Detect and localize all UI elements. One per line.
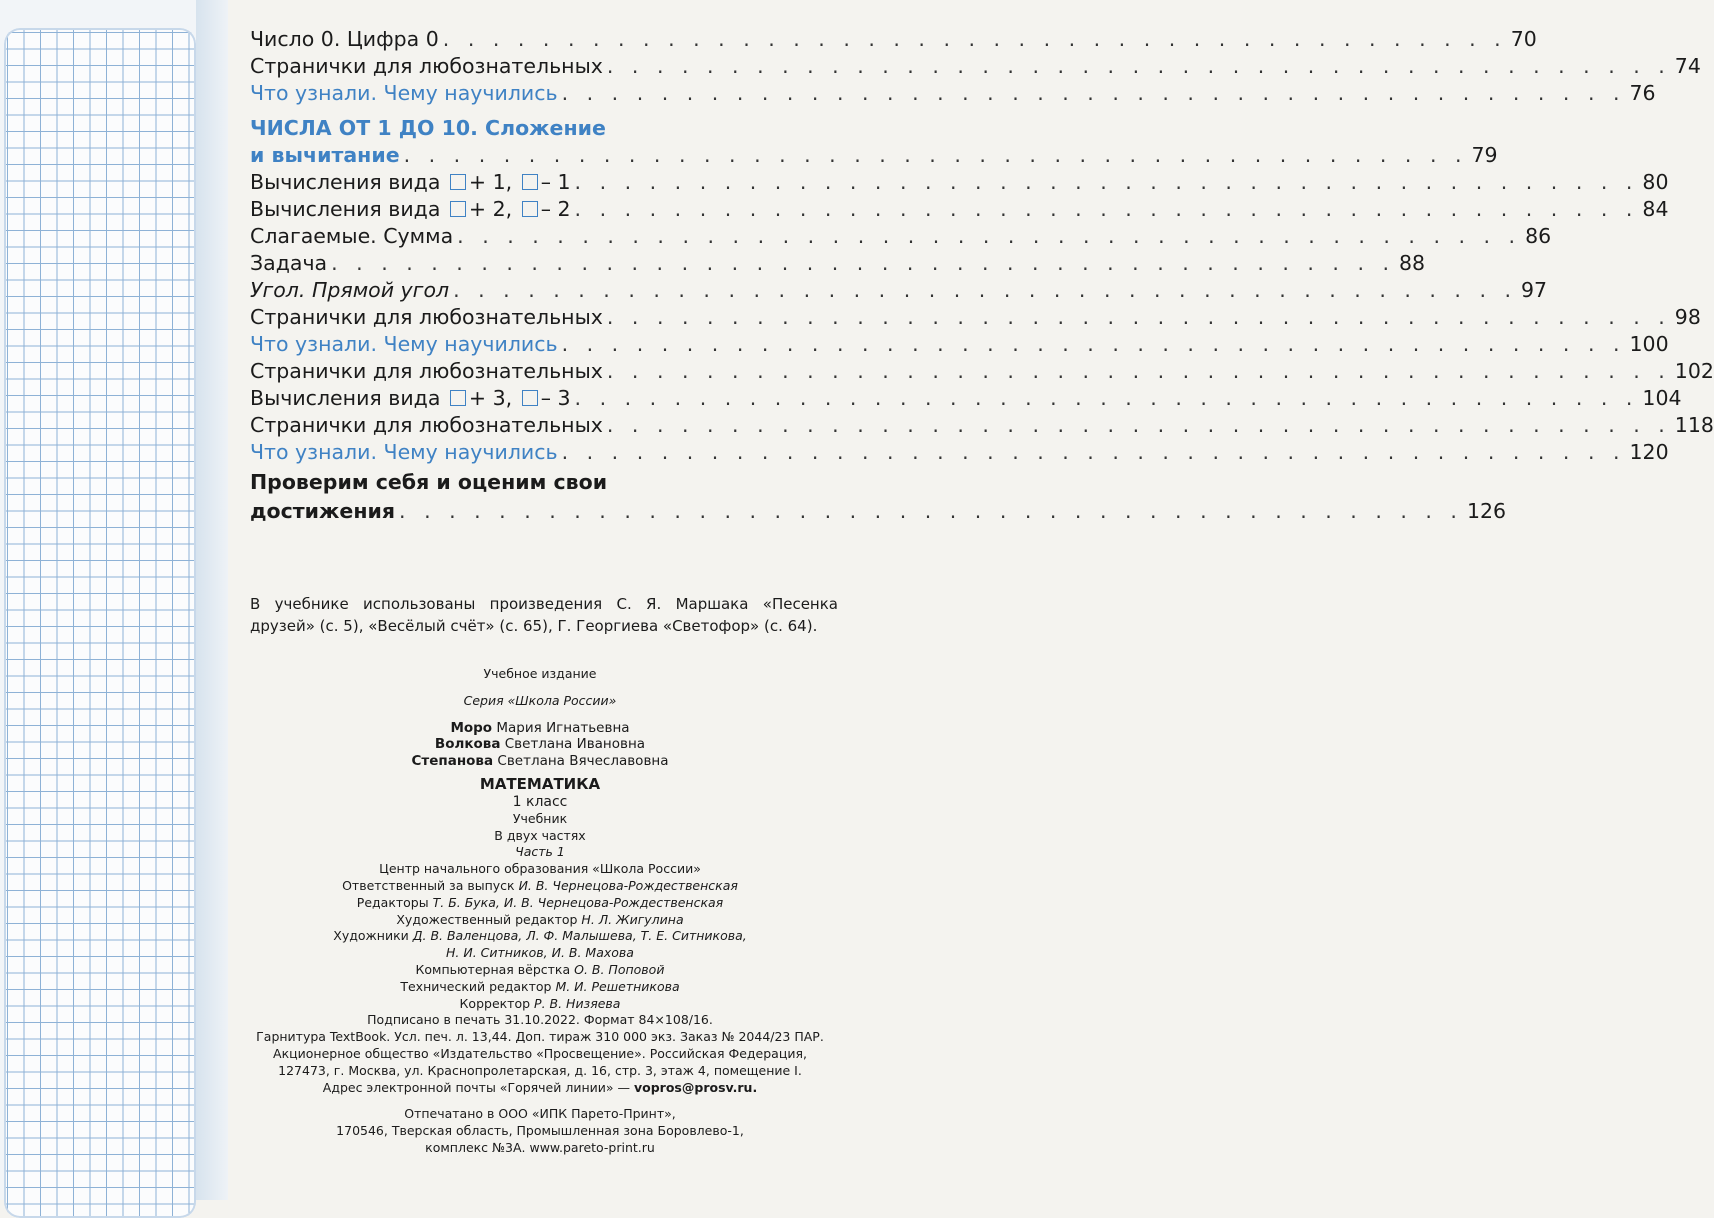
empty-square-icon [522,174,538,190]
toc-row [250,439,1669,466]
credit-line [236,979,844,996]
part-label: Часть 1 [515,844,565,860]
author-surname: Волкова [434,736,501,753]
section-title-line2: и вычитание [250,143,400,167]
calc-part-2: – 1 [540,170,571,194]
toc-entry-title: Слагаемые. Сумма [250,224,454,248]
leader-dots: . . . . . . . . . . . . . . . . . . . . . . . . . . . . . . . . . . . . . . . . . . . [561,440,1626,464]
page-number: 100 [1629,332,1669,356]
calc-title [250,169,571,196]
grid-paper-card [4,28,196,1218]
calc-prefix: Вычисления вида [250,170,441,194]
leader-dots: . . . . . . . . . . . . . . . . . . . . . . . . . . . . . . . . . . . . . . . . . . . [574,386,1639,410]
grid-paper-panel [0,0,228,1200]
leader-dots: . . . . . . . . . . . . . . . . . . . . . . . . . . . . . . . . . . . . . . . . . . . [399,499,1463,523]
toc-section-heading [250,115,834,142]
toc-entry-title: Странички для любознательных [250,305,603,329]
page-number: 79 [1471,143,1498,167]
author [236,736,844,753]
page-number: 80 [1642,170,1669,194]
leader-dots: . . . . . . . . . . . . . . . . . . . . . . . . . . . . . . . . . . . . . . . . . . . [561,332,1626,356]
typeset-line: Гарнитура TextBook. Усл. печ. л. 13,44. Доп. тираж 310 000 экз. Заказ № 2044/23 ПАР. [256,1029,824,1045]
toc-entry-title: Число 0. Цифра 0 [250,27,439,51]
final-section-line2: достижения [250,499,396,523]
credit-line [236,878,844,895]
toc-row [250,223,1552,250]
page-number: 118 [1674,413,1714,437]
empty-square-icon [522,201,538,217]
toc-entry-title: Угол. Прямой угол [250,278,450,302]
signed-line: Подписано в печать 31.10.2022. Формат 84×108/16. [367,1012,713,1028]
toc-row [250,26,1537,53]
printer-line-3: комплекс №3А. www.pareto-print.ru [425,1139,655,1155]
page-number: 84 [1642,197,1669,221]
toc-final-row [250,498,1507,525]
toc-entry-title: Странички для любознательных [250,54,603,78]
author-surname: Степанова [411,753,494,770]
page-number: 120 [1629,440,1669,464]
page-number: 76 [1629,81,1656,105]
credit-line [236,928,844,945]
calc-part-1: + 3, [468,386,513,410]
leader-dots: . . . . . . . . . . . . . . . . . . . . . . . . . . . . . . . . . . . . . . . . . . . [606,413,1671,437]
credits-list [236,861,844,1012]
toc-row-calc-3 [250,385,1682,412]
empty-square-icon [522,390,538,406]
author [236,753,844,770]
credit-line [236,895,844,912]
section-title-line1: ЧИСЛА ОТ 1 ДО 10. Сложение [250,116,606,140]
email-line [236,1080,844,1097]
page-number: 97 [1521,278,1548,302]
leader-dots: . . . . . . . . . . . . . . . . . . . . . . . . . . . . . . . . . . . . . . . . . . . [403,143,1468,167]
authors-list [236,720,844,770]
toc-entry-title: Что узнали. Чему научились [250,440,558,464]
subject-title: МАТЕМАТИКА [479,774,601,793]
toc-row [250,304,1701,331]
author-names: Светлана Вячеславовна [497,753,669,770]
sources-note: В учебнике использованы произведения С. Я. Маршака «Песенка друзей» (с. 5), «Весёлый счёт» (с. 65), Г. Георгиева «Светофор» (с. 64). [250,595,838,635]
printer-line-2: 170546, Тверская область, Промышленная зона Боровлево-1, [336,1123,744,1139]
credit-name: И. В. Чернецова-Рождественская [518,877,738,893]
email-label: Адрес электронной почты «Горячей линии» — [322,1079,631,1095]
toc-entry-title: Странички для любознательных [250,359,603,383]
toc-row [250,277,1548,304]
credit-name: Н. И. Ситников, И. В. Махова [446,945,634,961]
grid-paper-edge [196,0,228,1200]
toc-row [250,53,1701,80]
calc-prefix: Вычисления вида [250,386,441,410]
printer-line-1: Отпечатано в ООО «ИПК Парето-Принт», [404,1106,676,1122]
toc-entry-title: Что узнали. Чему научились [250,332,558,356]
publisher-line-1: Акционерное общество «Издательство «Просвещение». Российская Федерация, [273,1045,807,1061]
final-section-line1: Проверим себя и оценим свои [250,470,608,494]
publisher-line-2: 127473, г. Москва, ул. Краснопролетарская, д. 16, стр. 3, этаж 4, помещение I. [278,1062,802,1078]
author-names: Светлана Ивановна [504,736,646,753]
edition-label: Учебное издание [483,666,597,681]
credit-name: Н. Л. Жигулина [581,911,684,927]
author-names: Мария Игнатьевна [496,719,630,736]
credit-line [236,996,844,1013]
credit-role: Художественный редактор [396,911,578,927]
page-number: 126 [1466,499,1507,523]
leader-dots: . . . . . . . . . . . . . . . . . . . . . . . . . . . . . . . . . . . . . . . . . . . [442,27,1507,51]
table-of-contents [250,26,1714,525]
toc-row [250,331,1669,358]
empty-square-icon [450,390,466,406]
grade-label: 1 класс [512,793,568,810]
credit-name: Р. В. Низяева [534,995,621,1011]
leader-dots: . . . . . . . . . . . . . . . . . . . . . . . . . . . . . . . . . . . . . . . . . . . [457,224,1522,248]
page-number: 86 [1525,224,1552,248]
empty-square-icon [450,201,466,217]
page-number: 70 [1510,27,1537,51]
credit-role: Компьютерная вёрстка [415,961,571,977]
page-number: 88 [1399,251,1426,275]
leader-dots: . . . . . . . . . . . . . . . . . . . . . . . . . . . . . . . . . . . . . . . . . . . [561,81,1626,105]
toc-section-row [250,142,1498,169]
toc-entry-title: Что узнали. Чему научились [250,81,558,105]
calc-part-2: – 3 [540,386,571,410]
calc-title [250,385,571,412]
credit-line [236,861,844,878]
credit-role: Ответственный за выпуск [342,877,515,893]
leader-dots: . . . . . . . . . . . . . . . . . . . . . . . . . . . . . . . . . . . . . . . . . . . [606,359,1671,383]
calc-title [250,196,571,223]
calc-part-1: + 1, [468,170,513,194]
credit-role: Центр начального образования «Школа России» [379,861,701,877]
leader-dots: . . . . . . . . . . . . . . . . . . . . . . . . . . . . . . . . . . . . . . . . . . . [331,251,1396,275]
page-number: 104 [1642,386,1682,410]
credit-name: М. И. Решетникова [555,978,680,994]
credit-name: О. В. Поповой [574,961,665,977]
credit-name: Д. В. Валенцова, Л. Ф. Малышева, Т. Е. Ситникова, [412,928,747,944]
credit-role: Корректор [459,995,531,1011]
leader-dots: . . . . . . . . . . . . . . . . . . . . . . . . . . . . . . . . . . . . . . . . . . . [574,197,1639,221]
credit-line [236,945,844,962]
series-label: Серия «Школа России» [463,692,617,708]
leader-dots: . . . . . . . . . . . . . . . . . . . . . . . . . . . . . . . . . . . . . . . . . . . [574,170,1639,194]
toc-row [250,250,1426,277]
leader-dots: . . . . . . . . . . . . . . . . . . . . . . . . . . . . . . . . . . . . . . . . . . . [453,278,1517,302]
credit-role: Художники [333,928,409,944]
parts-label: В двух частях [494,827,586,843]
toc-row-calc-2 [250,196,1669,223]
leader-dots: . . . . . . . . . . . . . . . . . . . . . . . . . . . . . . . . . . . . . . . . . . . [606,54,1671,78]
page-number: 74 [1674,54,1701,78]
credit-name: Т. Б. Бука, И. В. Чернецова-Рождественская [432,894,724,910]
toc-row [250,358,1714,385]
toc-entry-title: Странички для любознательных [250,413,603,437]
email-address[interactable]: vopros@prosv.ru. [634,1079,758,1095]
credit-line [236,962,844,979]
calc-part-1: + 2, [468,197,513,221]
toc-row [250,412,1714,439]
toc-entry-title: Задача [250,251,328,275]
book-type: Учебник [512,810,568,826]
credit-role: Технический редактор [400,978,552,994]
author-surname: Моро [450,719,493,736]
calc-part-2: – 2 [540,197,571,221]
leader-dots: . . . . . . . . . . . . . . . . . . . . . . . . . . . . . . . . . . . . . . . . . . . [606,305,1671,329]
credit-line [236,912,844,929]
page-number: 102 [1674,359,1714,383]
calc-prefix: Вычисления вида [250,197,441,221]
author [236,720,844,737]
imprint-block [236,666,844,1157]
page-number: 98 [1674,305,1701,329]
empty-square-icon [450,174,466,190]
credit-role: Редакторы [356,894,429,910]
toc-row [250,80,1656,107]
toc-row-calc-1 [250,169,1669,196]
